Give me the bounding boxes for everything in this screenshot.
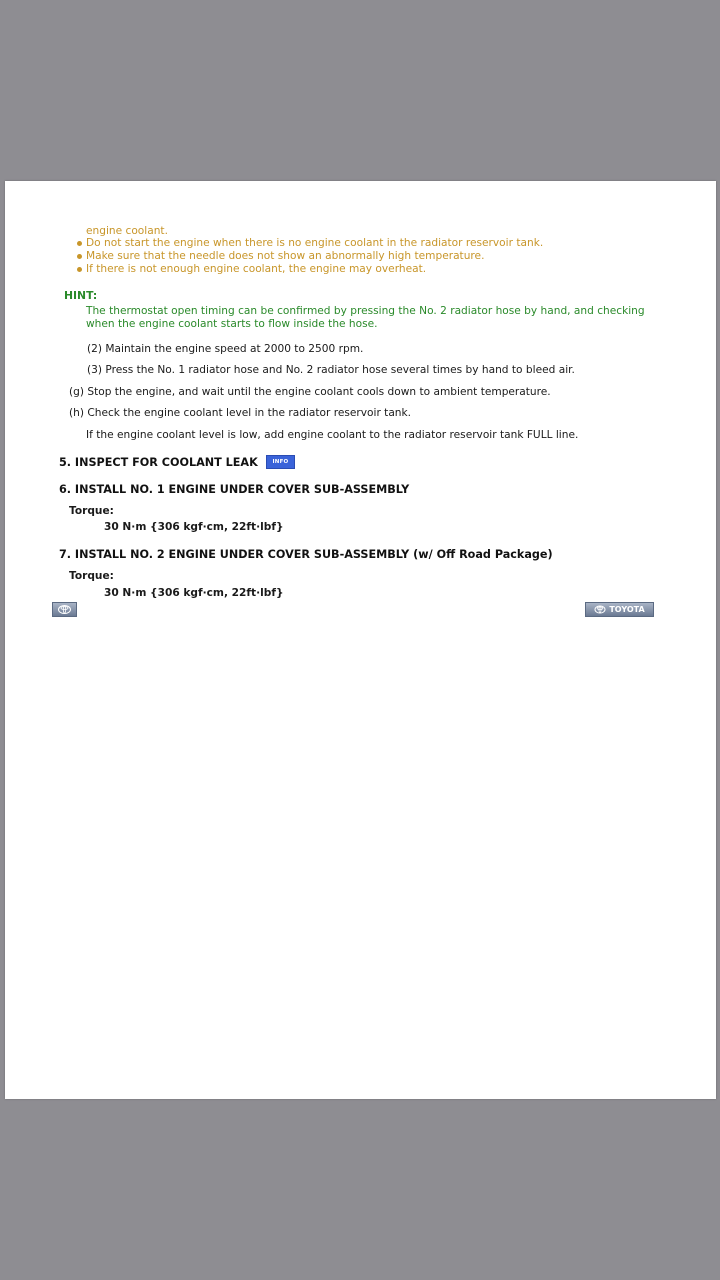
torque-label: Torque: — [69, 570, 114, 582]
back-button[interactable] — [52, 602, 77, 617]
step-2: (2) Maintain the engine speed at 2000 to 2500 rpm. — [87, 343, 364, 355]
bullet-dot — [77, 267, 82, 272]
hint-line-1: The thermostat open timing can be confirmed by pressing the No. 2 radiator hose by hand, and checking — [86, 305, 645, 317]
toyota-home-button[interactable] — [585, 602, 654, 617]
torque-label: Torque: — [69, 505, 114, 517]
bullet-dot — [77, 254, 82, 259]
section-7-title: 7. INSTALL NO. 2 ENGINE UNDER COVER SUB-ASSEMBLY (w/ Off Road Package) — [59, 548, 553, 561]
step-h: (h) Check the engine coolant level in the radiator reservoir tank. — [69, 407, 412, 419]
toyota-emblem-icon — [594, 605, 606, 614]
caution-bullet-2: Make sure that the needle does not show an abnormally high temperature. — [86, 250, 485, 262]
torque-value: 30 N·m {306 kgf·cm, 22ft·lbf} — [104, 587, 284, 599]
bullet-dot — [77, 241, 82, 246]
hint-line-2: when the engine coolant starts to flow inside the hose. — [86, 318, 378, 330]
info-button[interactable]: INFO — [266, 455, 295, 469]
step-h-note: If the engine coolant level is low, add engine coolant to the radiator reservoir tank FULL line. — [86, 429, 579, 441]
step-3: (3) Press the No. 1 radiator hose and No. 2 radiator hose several times by hand to bleed air. — [87, 364, 575, 376]
caution-bullet-3: If there is not enough engine coolant, the engine may overheat. — [86, 263, 427, 275]
step-g: (g) Stop the engine, and wait until the engine coolant cools down to ambient temperature. — [69, 386, 551, 398]
section-5-title: 5. INSPECT FOR COOLANT LEAK — [59, 456, 258, 469]
toyota-emblem-icon — [53, 603, 76, 616]
caution-bullet-1: Do not start the engine when there is no engine coolant in the radiator reservoir tank. — [86, 237, 544, 249]
section-6-title: 6. INSTALL NO. 1 ENGINE UNDER COVER SUB-ASSEMBLY — [59, 483, 410, 496]
hint-label: HINT: — [64, 289, 98, 302]
torque-value: 30 N·m {306 kgf·cm, 22ft·lbf} — [104, 521, 284, 533]
document-page — [5, 181, 716, 1099]
toyota-brand-label: TOYOTA — [609, 605, 645, 614]
caution-continuation: engine coolant. — [86, 225, 168, 237]
